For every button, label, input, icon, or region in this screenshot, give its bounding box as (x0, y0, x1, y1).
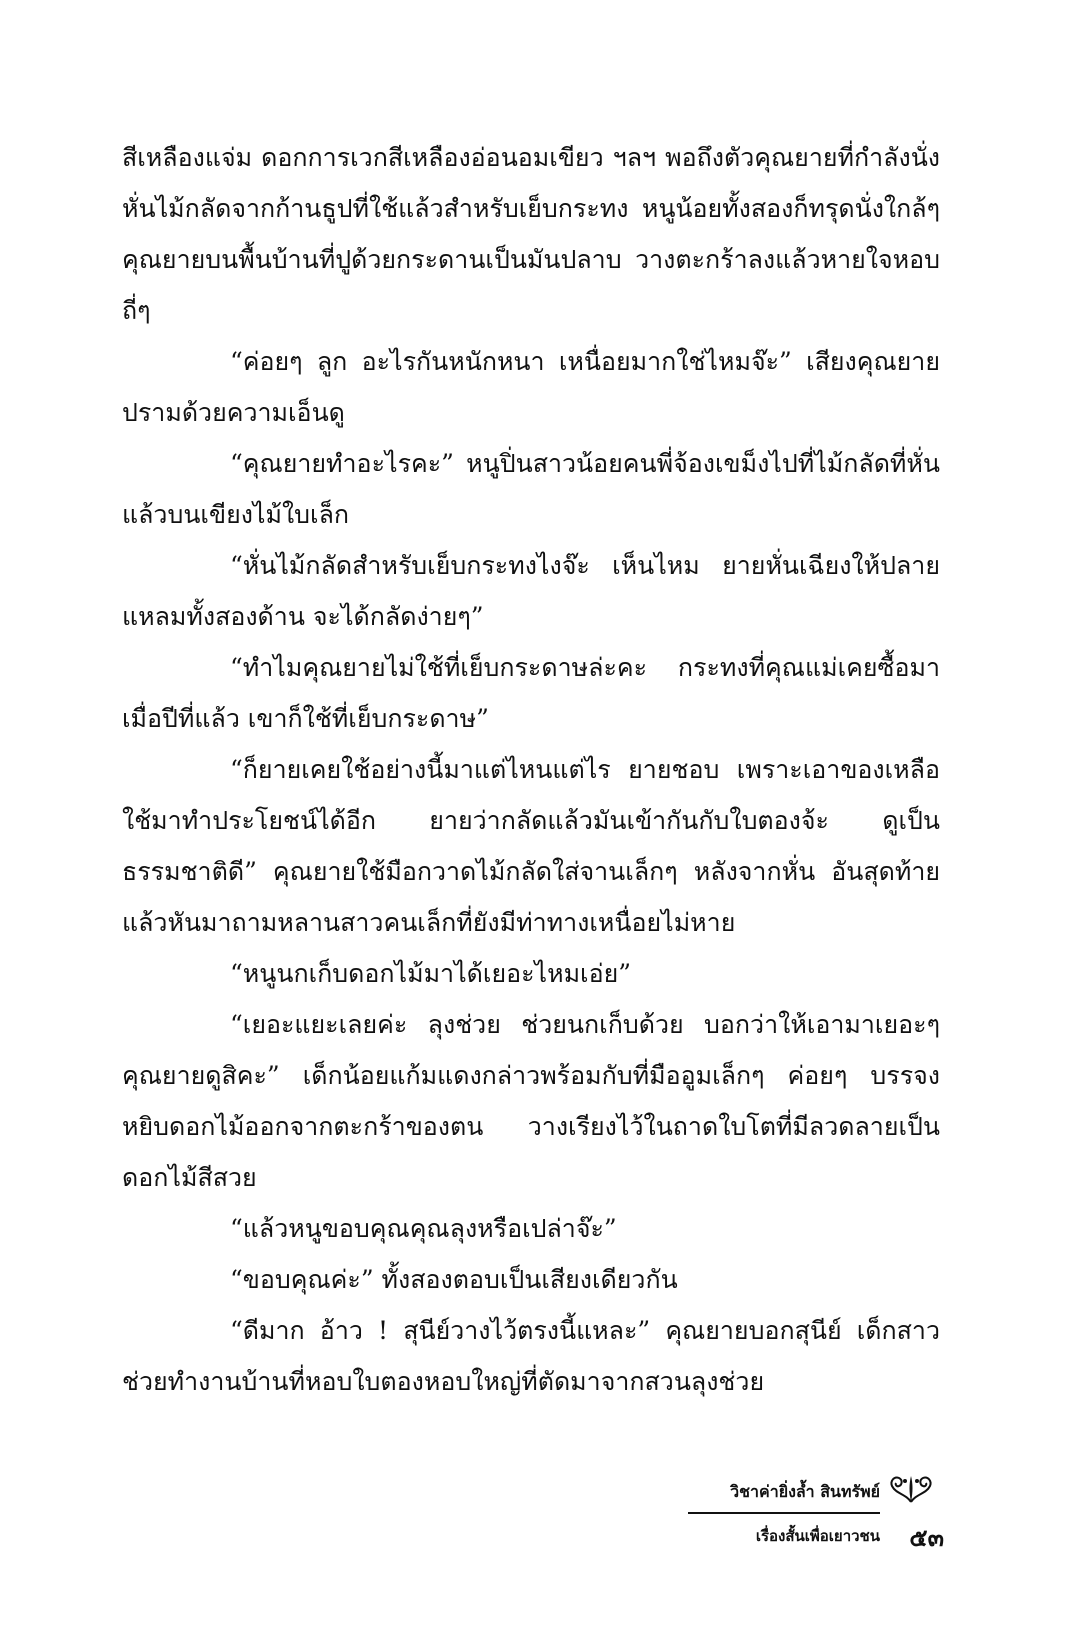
footer-divider (688, 1512, 880, 1514)
page-footer (624, 1472, 954, 1562)
paragraph: “ค่อยๆ ลูก อะไรกันหนักหนา เหนื่อยมากใช่ไหมจ๊ะ” เสียงคุณยายปรามด้วยความเอ็นดู (122, 347, 940, 427)
paragraph: “ดีมาก อ้าว ! สุนีย์วางไว้ตรงนี้แหละ” คุณยายบอกสุนีย์ เด็กสาวช่วยทำงานบ้านที่หอบใบตองหอบใหญ่ที่ตัดมาจากสวนลุงช่วย (122, 1316, 940, 1396)
series-title: เรื่องสั้นเพื่อเยาวชน (755, 1527, 880, 1545)
paragraph: สีเหลืองแจ่ม ดอกการเวกสีเหลืองอ่อนอมเขียว ฯลฯ พอถึงตัวคุณยายที่กำลังนั่งหั่นไม้กลัดจากก้านธูปที่ใช้แล้วสำหรับเย็บกระทง หนูน้อยทั้งสองก็ทรุดนั่งใกล้ๆ คุณยายบนพื้นบ้านที่ปูด้วยกระดานเป็นมันปลาบ วางตะกร้าลงแล้วหายใจหอบถี่ๆ (122, 143, 940, 325)
paragraph: “ขอบคุณค่ะ” ทั้งสองตอบเป็นเสียงเดียวกัน (230, 1265, 678, 1294)
paragraph: “แล้วหนูขอบคุณคุณลุงหรือเปล่าจ๊ะ” (230, 1214, 617, 1243)
paragraph: “หนูนกเก็บดอกไม้มาได้เยอะไหมเอ่ย” (230, 959, 632, 988)
paragraph: “คุณยายทำอะไรคะ” หนูปิ่นสาวน้อยคนพี่จ้องเขม็งไปที่ไม้กลัดที่หั่นแล้วบนเขียงไม้ใบเล็ก (122, 449, 940, 529)
paragraph: “หั่นไม้กลัดสำหรับเย็บกระทงไงจ๊ะ เห็นไหม ยายหั่นเฉียงให้ปลายแหลมทั้งสองด้าน จะได้กลัดง่ายๆ” (122, 551, 940, 631)
ornament-logo-icon (888, 1472, 934, 1506)
paragraph: “ก็ยายเคยใช้อย่างนี้มาแต่ไหนแต่ไร ยายชอบ เพราะเอาของเหลือใช้มาทำประโยชน์ได้อีก ยายว่ากลัดแล้วมันเข้ากันกับใบตองจ้ะ ดูเป็นธรรมชาติดี” คุณยายใช้มือกวาดไม้กลัดใส่จานเล็กๆ หลังจากหั่น อันสุดท้ายแล้วหันมาถามหลานสาวคนเล็กที่ยังมีท่าทางเหนื่อยไม่หาย (122, 755, 940, 937)
paragraph: “ทำไมคุณยายไม่ใช้ที่เย็บกระดาษล่ะคะ กระทงที่คุณแม่เคยซื้อมาเมื่อปีที่แล้ว เขาก็ใช้ที่เย็บกระดาษ” (122, 653, 940, 733)
page-number: ๕๓ (909, 1524, 944, 1552)
book-title: วิชาค่ายิ่งล้ำ สินทรัพย์ (730, 1482, 880, 1501)
body-text (122, 132, 940, 1407)
paragraph: “เยอะแยะเลยค่ะ ลุงช่วย ช่วยนกเก็บด้วย บอกว่าให้เอามาเยอะๆ คุณยายดูสิคะ” เด็กน้อยแก้มแดงกล่าวพร้อมกับที่มืออูมเล็กๆ ค่อยๆ บรรจงหยิบดอกไม้ออกจากตะกร้าของตน วางเรียงไว้ในถาดใบโตที่มีลวดลายเป็นดอกไม้สีสวย (122, 1010, 940, 1192)
